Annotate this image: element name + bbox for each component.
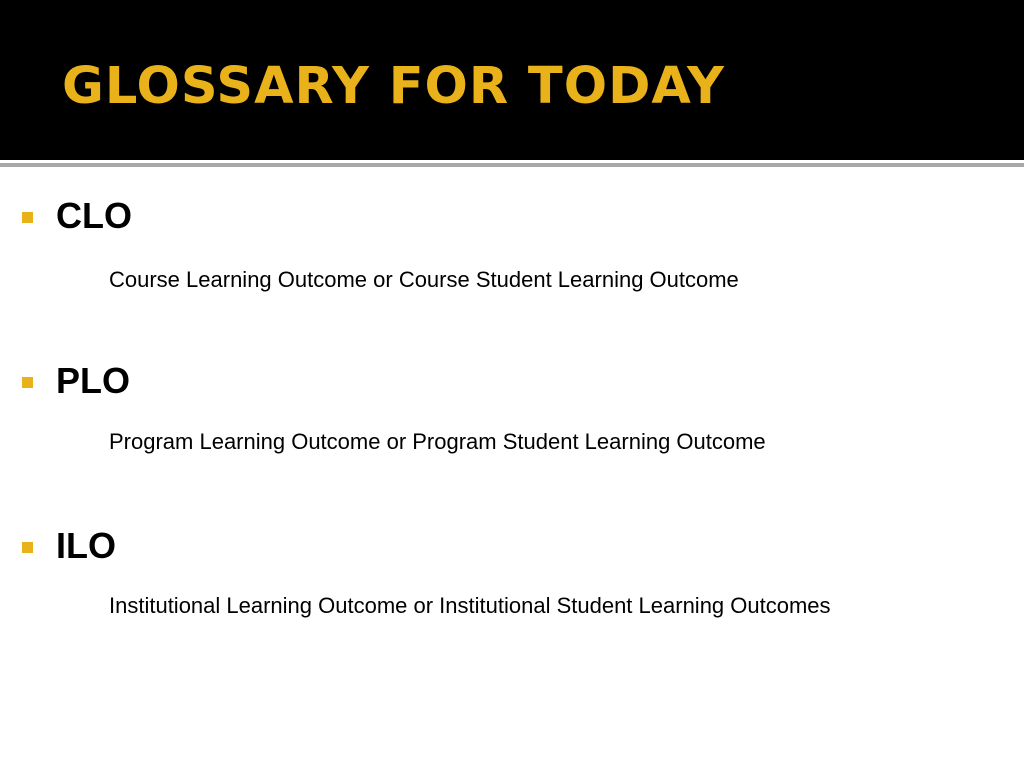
glossary-definition: Program Learning Outcome or Program Student Learning Outcome [109,429,766,454]
title-divider-gray [0,163,1024,167]
glossary-term: PLO [56,360,131,401]
slide-title: GLOSSARY FOR TODAY [62,57,725,116]
glossary-definition: Course Learning Outcome or Course Student Learning Outcome [109,267,739,292]
square-bullet-icon [22,542,33,553]
square-bullet-icon [22,212,33,223]
glossary-term: ILO [56,525,116,566]
glossary-definition: Institutional Learning Outcome or Institutional Student Learning Outcomes [109,593,831,618]
square-bullet-icon [22,377,33,388]
glossary-term: CLO [56,195,132,236]
title-bar [0,0,1024,160]
